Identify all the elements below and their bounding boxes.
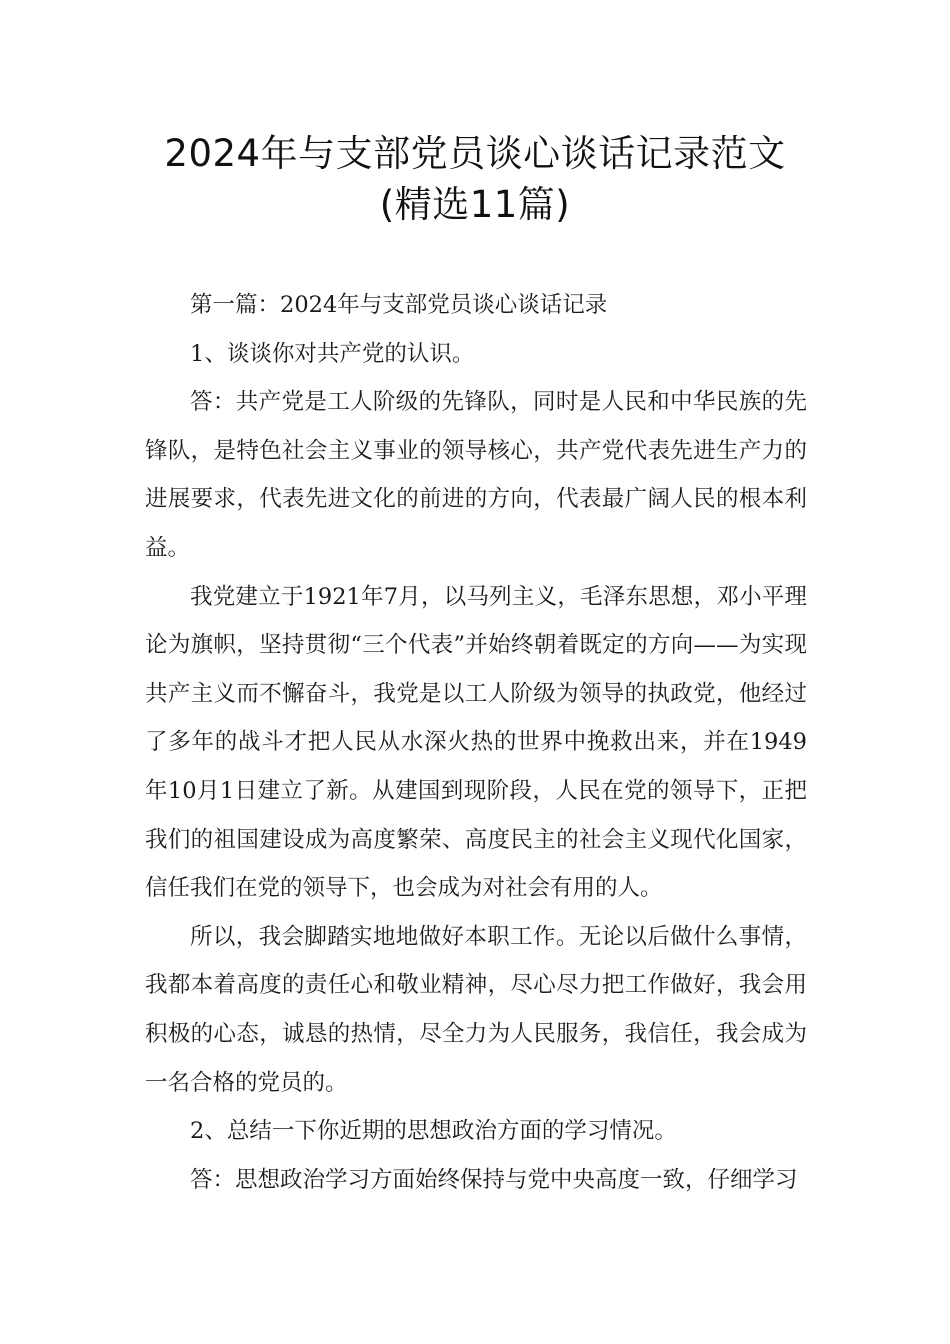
section-heading: 第一篇：2024年与支部党员谈心谈话记录 — [190, 292, 608, 318]
document-body — [145, 281, 807, 1204]
title-line-1: 2024年与支部党员谈心谈话记录范文 — [164, 132, 786, 175]
body-paragraph: 我党建立于1921年7月，以马列主义，毛泽东思想，邓小平理论为旗帜，坚持贯彻“三个代表”并始终朝着既定的方向——为实现共产主义而不懈奋斗，我党是以工人阶级为领导的执政党，他经过了多年的战斗才把人民从水深火热的世界中挽救出来，并在1949年10月1日建立了新。从建国到现阶段，人民在党的领导下，正把我们的祖国建设成为高度繁荣、高度民主的社会主义现代化国家，信任我们在党的领导下，也会成为对社会有用的人。 — [145, 583, 807, 902]
question-2: 2、总结一下你近期的思想政治方面的学习情况。 — [190, 1118, 677, 1145]
question-1: 1、谈谈你对共产党的认识。 — [190, 340, 475, 367]
answer-paragraph: 答：思想政治学习方面始终保持与党中央高度一致，仔细学习 — [190, 1166, 798, 1193]
body-paragraph: 所以，我会脚踏实地地做好本职工作。无论以后做什么事情，我都本着高度的责任心和敬业精神，尽心尽力把工作做好，我会用积极的心态，诚恳的热情，尽全力为人民服务，我信任，我会成为一名合格的党员的。 — [145, 923, 807, 1096]
document-title — [100, 128, 850, 230]
answer-paragraph: 答：共产党是工人阶级的先锋队，同时是人民和中华民族的先锋队，是特色社会主义事业的领导核心，共产党代表先进生产力的进展要求，代表先进文化的前进的方向，代表最广阔人民的根本利益。 — [145, 389, 807, 561]
title-line-2: (精选11篇) — [379, 183, 571, 226]
